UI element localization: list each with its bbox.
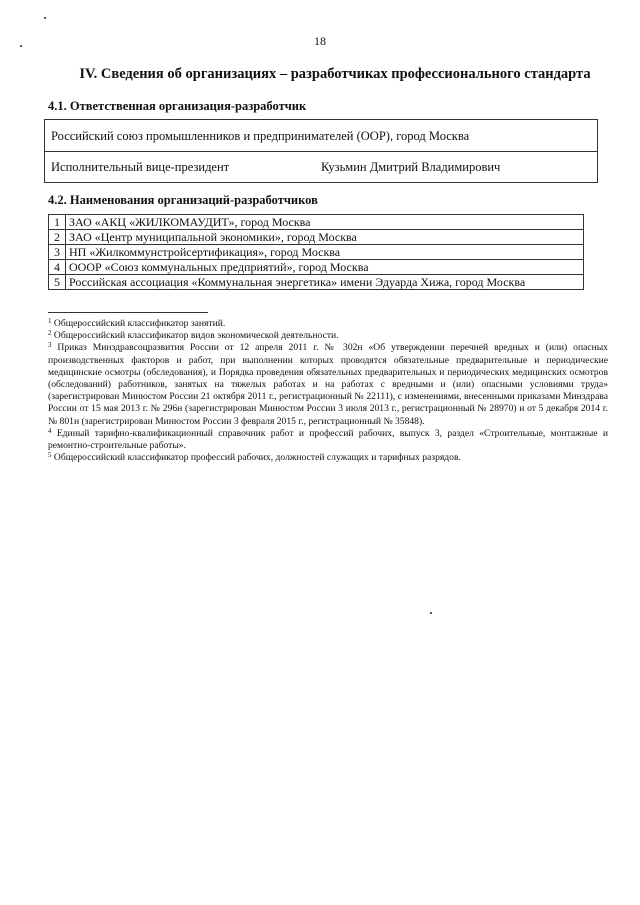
section-title: IV. Сведения об организациях – разработчиках профессионального стандарта bbox=[79, 66, 591, 82]
organization-name: Российская ассоциация «Коммунальная энергетика» имени Эдуарда Хижа, город Москва bbox=[66, 275, 584, 290]
page-number: 18 bbox=[314, 34, 326, 48]
footnote-mark: 2 bbox=[48, 329, 52, 338]
row-number: 2 bbox=[49, 230, 66, 245]
footnote-mark: 3 bbox=[48, 341, 52, 350]
responsible-organization-name: Российский союз промышленников и предпринимателей (ООР), город Москва bbox=[45, 120, 597, 152]
organization-name: НП «Жилкоммунстройсертификация», город Москва bbox=[66, 245, 584, 260]
footnote-text: Единый тарифно-квалификационный справочник работ и профессий рабочих, выпуск 3, раздел «Строительные, монтажные и ремонтно-строительные работы». bbox=[48, 427, 608, 452]
footnotes bbox=[48, 318, 608, 464]
row-number: 5 bbox=[49, 275, 66, 290]
table-row bbox=[49, 260, 584, 275]
footnote-separator bbox=[48, 312, 208, 313]
table-row bbox=[49, 245, 584, 260]
table-row bbox=[49, 215, 584, 230]
row-number: 4 bbox=[49, 260, 66, 275]
organization-name: ЗАО «АКЦ «ЖИЛКОМАУДИТ», город Москва bbox=[66, 215, 584, 230]
footnote-text: Общероссийский классификатор видов экономической деятельности. bbox=[53, 330, 339, 342]
responsible-organization-box bbox=[44, 119, 598, 183]
row-number: 3 bbox=[49, 245, 66, 260]
scan-speck bbox=[44, 17, 46, 19]
footnote-text: Приказ Минздравсоцразвития России от 12 апреля 2011 г. № 302н «Об утверждении перечней вредных и (или) опасных производственных факторов и работ, при выполнении которых проводятся обязательные предварительные и периодические медицинские осмотры (обследования), и Порядка проведения обязательных предварительных и периодических медицинских осмотров (обследований) работников, занятых на тяжелых работах и на работах с вредными и (или) опасными условиями труда» (зарегистрирован Минюстом России 21 октября 2011 г., регистрационный № 22111), с изменениями, внесенными приказами Минздрава России от 15 мая 2013 г. № 296н (зарегистрирован Минюстом России 3 июля 2013 г., регистрационный № 28970) и от 5 декабря 2014 г. № 801н (зарегистрирован Минюстом России 3 февраля 2015 г., регистрационный № 35848). bbox=[48, 342, 608, 427]
footnote bbox=[48, 342, 608, 427]
responsible-heading: 4.1. Ответственная организация-разработчик bbox=[48, 99, 307, 113]
footnote-text: Общероссийский классификатор занятий. bbox=[53, 318, 226, 329]
footnote bbox=[48, 428, 608, 452]
table-row bbox=[49, 230, 584, 245]
footnote-mark: 4 bbox=[48, 426, 52, 435]
footnote bbox=[48, 330, 608, 342]
footnote-text: Общероссийский классификатор профессий рабочих, должностей служащих и тарифных разрядов. bbox=[53, 452, 461, 464]
scan-speck bbox=[430, 612, 432, 614]
developers-table bbox=[48, 214, 584, 290]
organization-name: ОООР «Союз коммунальных предприятий», город Москва bbox=[66, 260, 584, 275]
footnote-mark: 1 bbox=[48, 317, 52, 325]
footnote-mark: 5 bbox=[48, 451, 52, 460]
developers-heading: 4.2. Наименования организаций-разработчиков bbox=[48, 193, 318, 207]
signatory-position: Исполнительный вице-президент bbox=[51, 160, 230, 174]
responsible-signatory-row bbox=[45, 152, 597, 183]
row-number: 1 bbox=[49, 215, 66, 230]
table-row bbox=[49, 275, 584, 290]
signatory-name: Кузьмин Дмитрий Владимирович bbox=[321, 160, 501, 174]
footnote bbox=[48, 318, 608, 330]
footnote bbox=[48, 452, 608, 464]
organization-name: ЗАО «Центр муниципальной экономики», город Москва bbox=[66, 230, 584, 245]
